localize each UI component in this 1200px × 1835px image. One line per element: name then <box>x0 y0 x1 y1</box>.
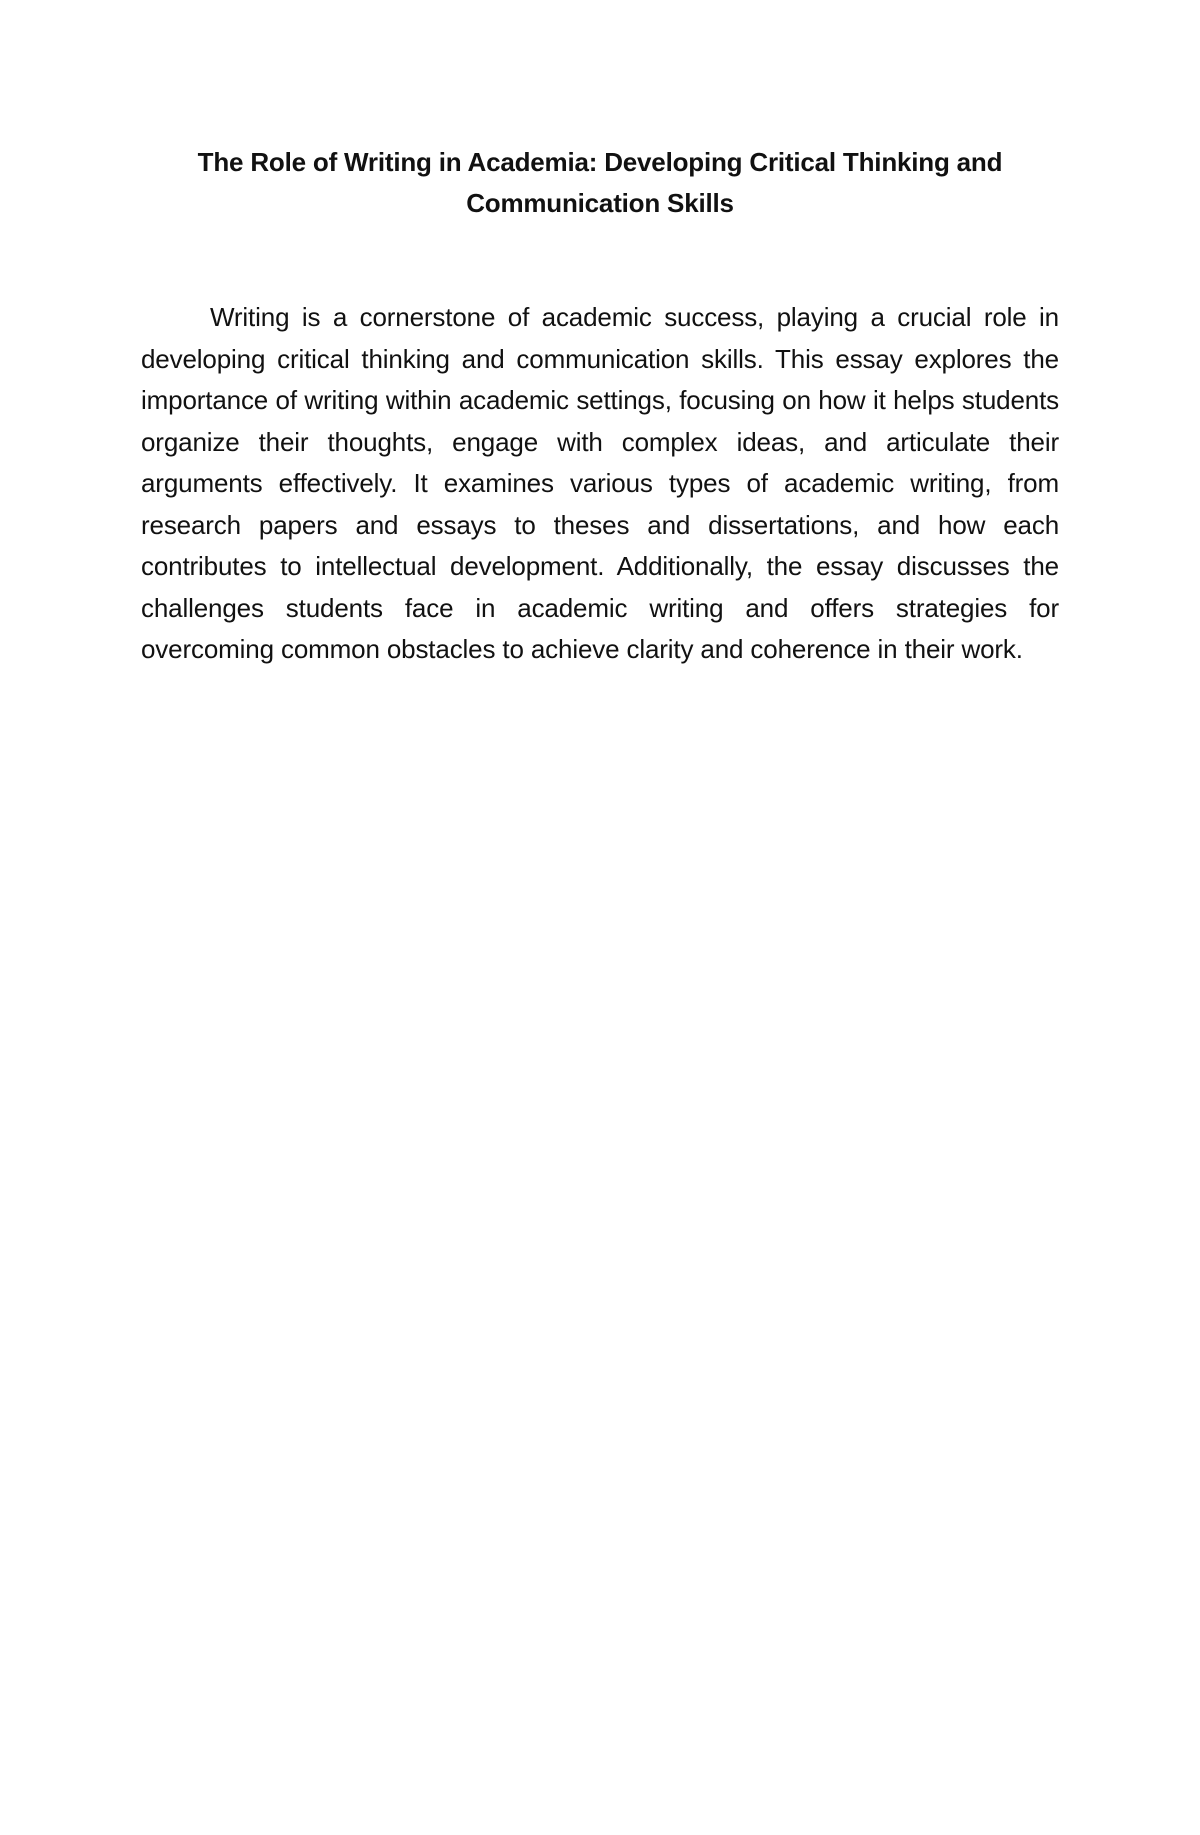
document-title: The Role of Writing in Academia: Developing Critical Thinking and Communication Skills <box>197 147 1003 218</box>
essay-body <box>141 297 1059 671</box>
essay-paragraph: Writing is a cornerstone of academic success, playing a crucial role in developing critical thinking and communication skills. This essay explores the importance of writing within academic settings, focusing on how it helps students organize their thoughts, engage with complex ideas, and articulate their arguments effectively. It examines various types of academic writing, from research papers and essays to theses and dissertations, and how each contributes to intellectual development. Additionally, the essay discusses the challenges students face in academic writing and offers strategies for overcoming common obstacles to achieve clarity and coherence in their work. <box>141 302 1059 664</box>
